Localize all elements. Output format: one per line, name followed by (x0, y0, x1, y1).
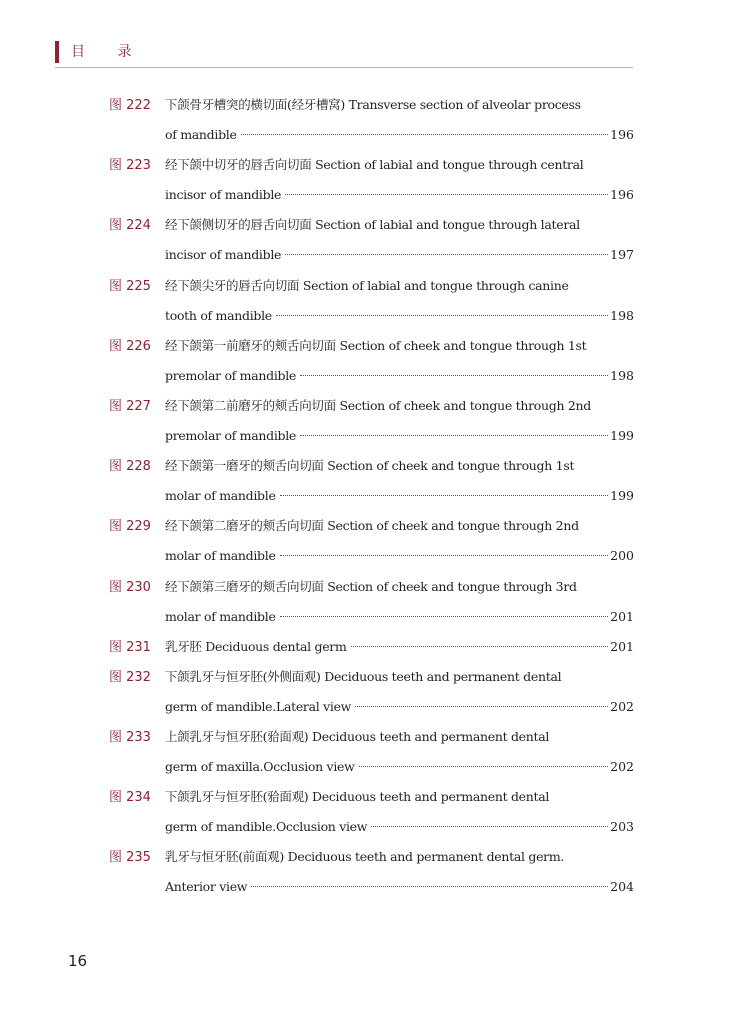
toc-entry-line (109, 335, 586, 357)
page-reference: 202 (610, 698, 634, 714)
page-reference: 196 (610, 127, 634, 142)
toc-entry-line (109, 275, 569, 297)
figure-number: 图 223 (109, 158, 151, 174)
toc-entry-continuation (165, 606, 634, 628)
dot-leader (300, 375, 608, 376)
figure-title: 经下颌第二磨牙的颊舌向切面 Section of cheek and tongue through 2nd (165, 518, 579, 534)
toc-entry[interactable] (109, 726, 634, 786)
toc-entry[interactable] (109, 576, 634, 636)
figure-number: 图 233 (109, 730, 151, 746)
page-reference: 198 (610, 307, 634, 323)
figure-number: 图 234 (109, 790, 151, 806)
toc-entry[interactable] (109, 636, 634, 666)
figure-title-continuation: molar of mandible (165, 548, 276, 564)
toc-entry-line (109, 214, 580, 236)
figure-number: 图 225 (109, 278, 151, 294)
figure-title-continuation: germ of maxilla.Occlusion view (165, 759, 355, 775)
figure-title: 经下颌中切牙的唇舌向切面 Section of labial and tongue through central (165, 157, 584, 173)
toc-entry-line (109, 666, 561, 688)
dot-leader (285, 194, 608, 195)
page-reference: 199 (610, 427, 634, 443)
toc-entry-continuation (165, 545, 634, 567)
figure-title-continuation: germ of mandible.Occlusion view (165, 819, 368, 835)
dot-leader (280, 495, 609, 496)
page-reference: 204 (610, 879, 634, 895)
dot-leader (280, 555, 609, 556)
figure-number: 图 228 (109, 459, 151, 475)
toc-entry-line (109, 94, 581, 116)
toc-entry-line (109, 515, 579, 537)
figure-number: 图 230 (109, 579, 151, 595)
dot-leader (359, 766, 609, 767)
figure-title-continuation: molar of mandible (165, 608, 276, 624)
toc-entry-continuation (165, 305, 634, 327)
page-reference: 200 (610, 548, 634, 564)
toc-entry[interactable] (109, 154, 634, 214)
dot-leader (241, 134, 609, 135)
dot-leader (251, 886, 608, 887)
toc-entry-continuation (165, 124, 634, 146)
dot-leader (276, 315, 608, 316)
figure-title: 乳牙胚 Deciduous dental germ (165, 638, 347, 654)
figure-title-continuation: incisor of mandible (165, 247, 282, 263)
figure-title: 经下颌尖牙的唇舌向切面 Section of labial and tongue through canine (165, 277, 569, 293)
dot-leader (371, 826, 608, 827)
toc-entry[interactable] (109, 275, 634, 335)
toc-entry-line (109, 154, 583, 176)
toc-entry-line (109, 846, 564, 868)
page-reference: 196 (610, 187, 634, 203)
toc-entry-line (109, 726, 549, 748)
toc-entry-line (109, 786, 549, 808)
figure-number: 图 231 (109, 639, 151, 655)
figure-title: 经下颌第二前磨牙的颊舌向切面 Section of cheek and tongue through 2nd (165, 397, 591, 413)
figure-title: 上颌乳牙与恒牙胚(𬌗面观) Deciduous teeth and permanent dental (165, 729, 550, 745)
toc-entry-continuation (165, 696, 634, 718)
page-reference: 201 (610, 638, 634, 654)
toc-entry[interactable] (109, 455, 634, 515)
toc-entry[interactable] (109, 846, 634, 906)
toc-entry-continuation (165, 756, 634, 778)
page-reference: 197 (610, 247, 634, 263)
figure-title: 经下颌第一磨牙的颊舌向切面 Section of cheek and tongue through 1st (165, 458, 575, 474)
figure-title-continuation: premolar of mandible (165, 367, 297, 383)
figure-number: 图 224 (109, 218, 151, 234)
figure-number: 图 227 (109, 398, 151, 414)
toc-entry[interactable] (109, 515, 634, 575)
toc-entry-continuation (165, 244, 634, 266)
figure-title: 乳牙与恒牙胚(前面观) Deciduous teeth and permanent dental germ. (165, 849, 565, 865)
page-reference: 199 (610, 488, 634, 504)
figure-title-continuation: premolar of mandible (165, 427, 297, 443)
page-reference: 202 (610, 759, 634, 775)
figure-title: 经下颌第一前磨牙的颊舌向切面 Section of cheek and tongue through 1st (165, 337, 587, 353)
figure-title: 经下颌第三磨牙的颊舌向切面 Section of cheek and tongue through 3rd (165, 578, 577, 594)
toc-entry[interactable] (109, 335, 634, 395)
page-reference: 201 (610, 608, 634, 624)
toc-entry[interactable] (109, 214, 634, 274)
page-header (55, 38, 633, 68)
figure-title: 下颌骨牙槽突的横切面(经牙槽窝) Transverse section of alveolar process (165, 97, 581, 112)
figure-number: 图 229 (109, 519, 151, 535)
figure-title-continuation: Anterior view (165, 879, 248, 895)
header-title: 目 录 (71, 44, 146, 60)
toc-entry[interactable] (109, 786, 634, 846)
toc-entry[interactable] (109, 395, 634, 455)
toc-entry-line (109, 455, 574, 477)
toc-entry-line (165, 636, 634, 658)
figure-number: 图 222 (109, 98, 151, 113)
toc-entry-line (109, 395, 591, 417)
toc-entry-line (109, 576, 577, 598)
figure-title: 下颌乳牙与恒牙胚(𬌗面观) Deciduous teeth and permanent dental (165, 789, 550, 805)
page-number: 16 (68, 952, 88, 970)
toc-entry[interactable] (109, 94, 634, 154)
figure-title: 经下颌侧切牙的唇舌向切面 Section of labial and tongue through lateral (165, 217, 580, 233)
figure-title-continuation: germ of mandible.Lateral view (165, 698, 352, 714)
figure-title-continuation: of mandible (165, 127, 237, 142)
toc-entry-continuation (165, 876, 634, 898)
dot-leader (300, 435, 608, 436)
figure-title: 下颌乳牙与恒牙胚(外侧面观) Deciduous teeth and permanent dental (165, 668, 562, 684)
page-reference: 198 (610, 367, 634, 383)
figure-number: 图 235 (109, 850, 151, 866)
toc-entry-continuation (165, 485, 634, 507)
figure-number: 图 232 (109, 669, 151, 685)
toc-entry-continuation (165, 425, 634, 447)
dot-leader (285, 254, 608, 255)
toc-entry-line (109, 636, 165, 658)
table-of-contents (109, 94, 634, 907)
toc-entry-continuation (165, 816, 634, 838)
figure-title-continuation: tooth of mandible (165, 307, 272, 323)
figure-title-continuation: incisor of mandible (165, 187, 282, 203)
toc-entry-continuation (165, 184, 634, 206)
toc-entry[interactable] (109, 666, 634, 726)
dot-leader (280, 616, 609, 617)
page-reference: 203 (610, 819, 634, 835)
figure-number: 图 226 (109, 338, 151, 354)
header-accent-bar (55, 41, 59, 63)
dot-leader (355, 706, 608, 707)
dot-leader (351, 646, 609, 647)
header-divider (55, 67, 633, 68)
figure-title-continuation: molar of mandible (165, 488, 276, 504)
toc-entry-continuation (165, 365, 634, 387)
